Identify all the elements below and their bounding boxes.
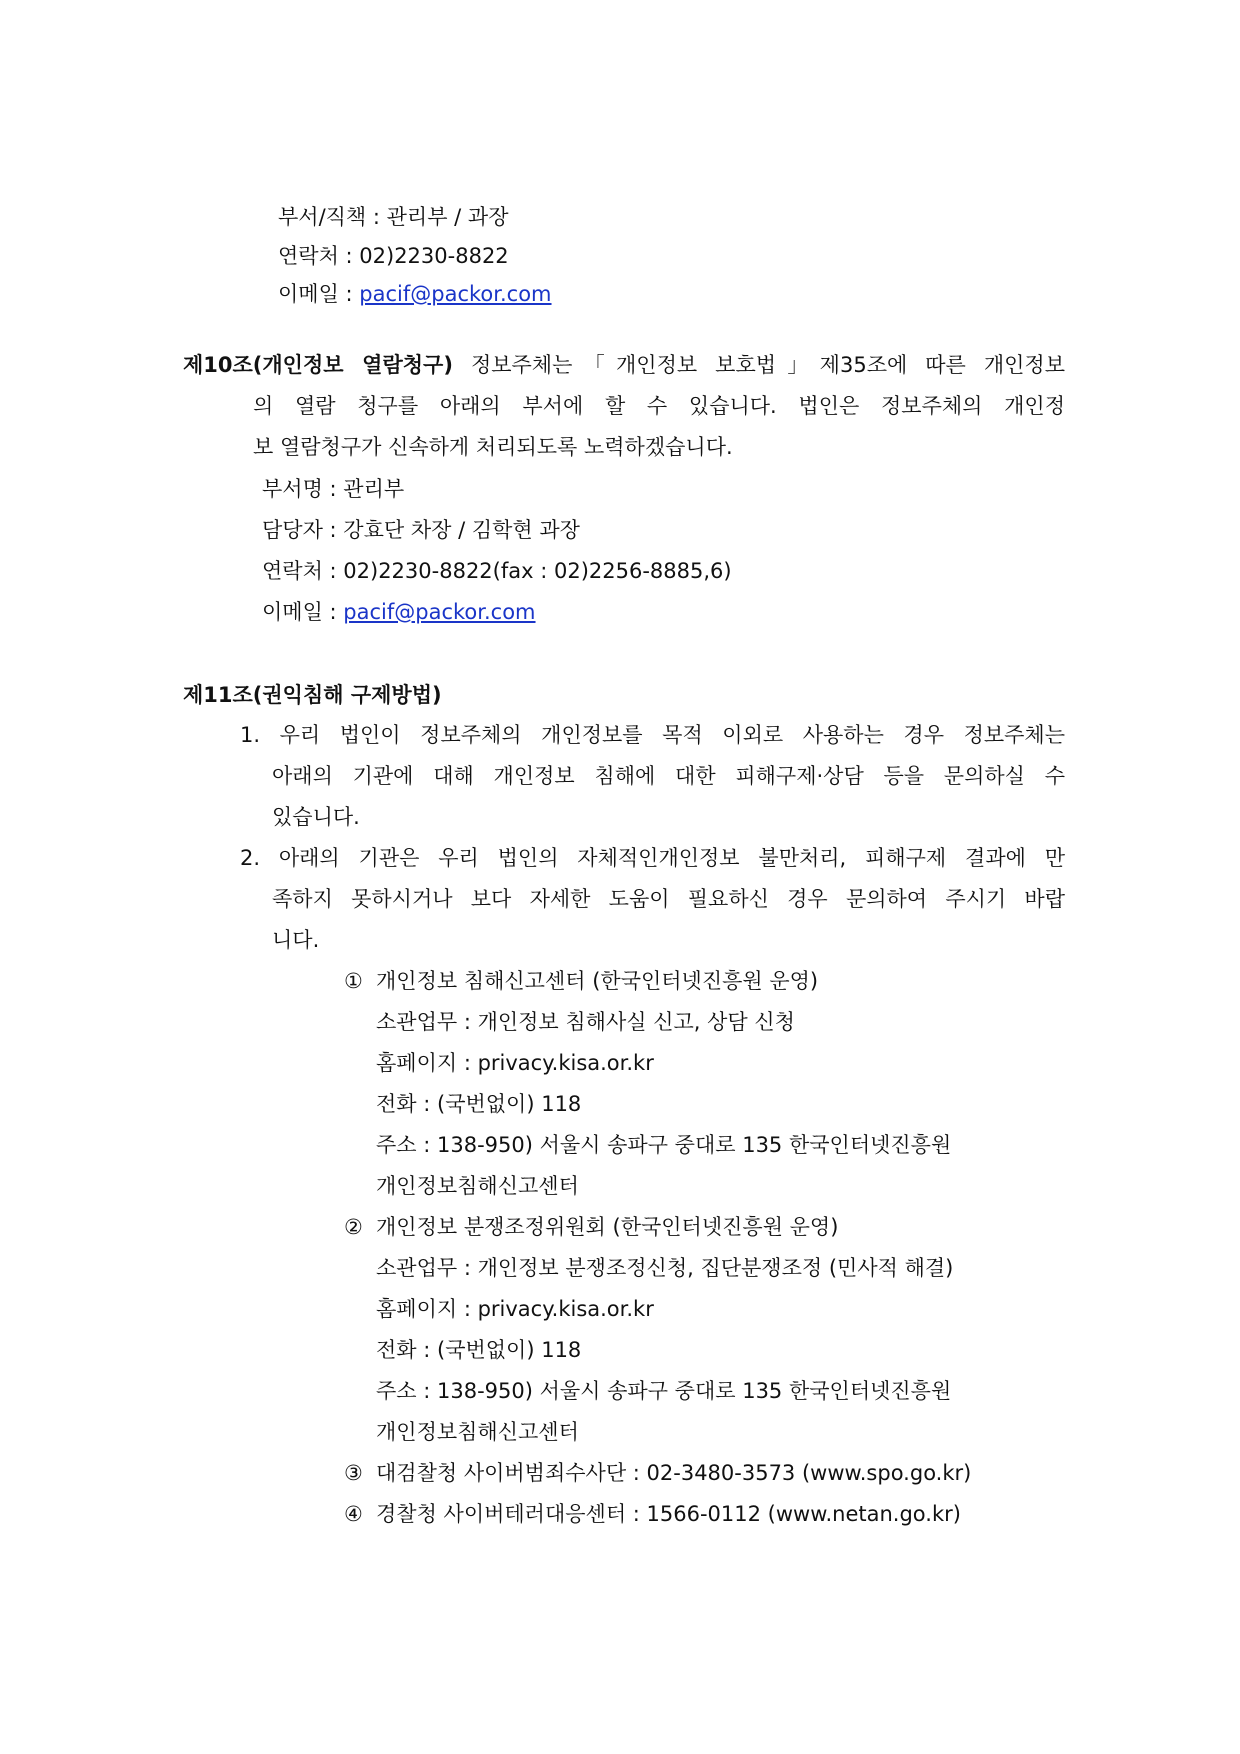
contact-email-link[interactable]: pacif@packor.com xyxy=(359,282,552,306)
article11-item1-line1: 1. 우리 법인이 정보주체의 개인정보를 목적 이외로 사용하는 경우 정보주체는 xyxy=(240,723,1065,747)
agency-4-line xyxy=(344,1499,961,1529)
agency-2-duty: 소관업무 : 개인정보 분쟁조정신청, 집단분쟁조정 (민사적 해결) xyxy=(376,1256,954,1280)
contact-dept-line: 부서/직책 : 관리부 / 과장 xyxy=(278,205,509,229)
article11-item2-line3: 니다. xyxy=(272,928,320,952)
article10-line1: 정보주체는「개인정보 보호법」제35조에 따른 개인정보 xyxy=(470,353,1065,377)
agency-2-name: 개인정보 분쟁조정위원회 (한국인터넷진흥원 운영) xyxy=(376,1215,839,1239)
article10-first-line xyxy=(183,350,1065,380)
agency-2-phone: 전화 : (국번없이) 118 xyxy=(376,1338,582,1362)
agency-1-address1: 주소 : 138-950) 서울시 송파구 중대로 135 한국인터넷진흥원 xyxy=(376,1133,952,1157)
agency-2-marker: ② xyxy=(344,1215,363,1239)
agency-1-phone: 전화 : (국번없이) 118 xyxy=(376,1092,582,1116)
agency-2-name-line xyxy=(344,1212,838,1242)
agency-3-line xyxy=(344,1458,971,1488)
contact-email-line xyxy=(278,279,552,309)
agency-1-duty: 소관업무 : 개인정보 침해사실 신고, 상담 신청 xyxy=(376,1010,795,1034)
agency-1-marker: ① xyxy=(344,969,363,993)
article10-manager: 담당자 : 강효단 차장 / 김학현 과장 xyxy=(262,518,580,542)
article10-email-line xyxy=(262,597,536,627)
article10-line3: 보 열람청구가 신속하게 처리되도록 노력하겠습니다. xyxy=(253,435,733,459)
agency-2-address1: 주소 : 138-950) 서울시 송파구 중대로 135 한국인터넷진흥원 xyxy=(376,1379,952,1403)
article10-dept: 부서명 : 관리부 xyxy=(262,477,405,501)
agency-1-name: 개인정보 침해신고센터 (한국인터넷진흥원 운영) xyxy=(376,969,819,993)
agency-1-name-line xyxy=(344,966,818,996)
agency-4-name: 경찰청 사이버테러대응센터 : 1566-0112 (www.netan.go.kr) xyxy=(376,1502,961,1526)
article11-title: 제11조(권익침해 구제방법) xyxy=(183,683,442,707)
article11-item2-line1: 2. 아래의 기관은 우리 법인의 자체적인개인정보 불만처리, 피해구제 결과에 만 xyxy=(240,846,1065,870)
article11-item2-line2: 족하지 못하시거나 보다 자세한 도움이 필요하신 경우 문의하여 주시기 바랍 xyxy=(272,887,1065,911)
agency-3-marker: ③ xyxy=(344,1461,363,1485)
contact-email-label: 이메일 : xyxy=(278,282,360,306)
agency-4-marker: ④ xyxy=(344,1502,363,1526)
agency-2-address2: 개인정보침해신고센터 xyxy=(376,1420,579,1444)
article10-line2: 의 열람 청구를 아래의 부서에 할 수 있습니다. 법인은 정보주체의 개인정 xyxy=(253,394,1065,418)
agency-1-address2: 개인정보침해신고센터 xyxy=(376,1174,579,1198)
agency-2-homepage: 홈페이지 : privacy.kisa.or.kr xyxy=(376,1297,654,1321)
agency-3-name: 대검찰청 사이버범죄수사단 : 02-3480-3573 (www.spo.go.kr) xyxy=(376,1461,972,1485)
article10-email-label: 이메일 : xyxy=(262,600,344,624)
agency-1-homepage: 홈페이지 : privacy.kisa.or.kr xyxy=(376,1051,654,1075)
article11-item1-line3: 있습니다. xyxy=(272,805,360,829)
article11-item1-line2: 아래의 기관에 대해 개인정보 침해에 대한 피해구제·상담 등을 문의하실 수 xyxy=(272,764,1065,788)
article10-title: 제10조(개인정보 열람청구) xyxy=(183,353,453,377)
article10-phone: 연락처 : 02)2230-8822(fax : 02)2256-8885,6) xyxy=(262,559,732,583)
article10-email-link[interactable]: pacif@packor.com xyxy=(343,600,536,624)
contact-phone-line: 연락처 : 02)2230-8822 xyxy=(278,244,509,268)
